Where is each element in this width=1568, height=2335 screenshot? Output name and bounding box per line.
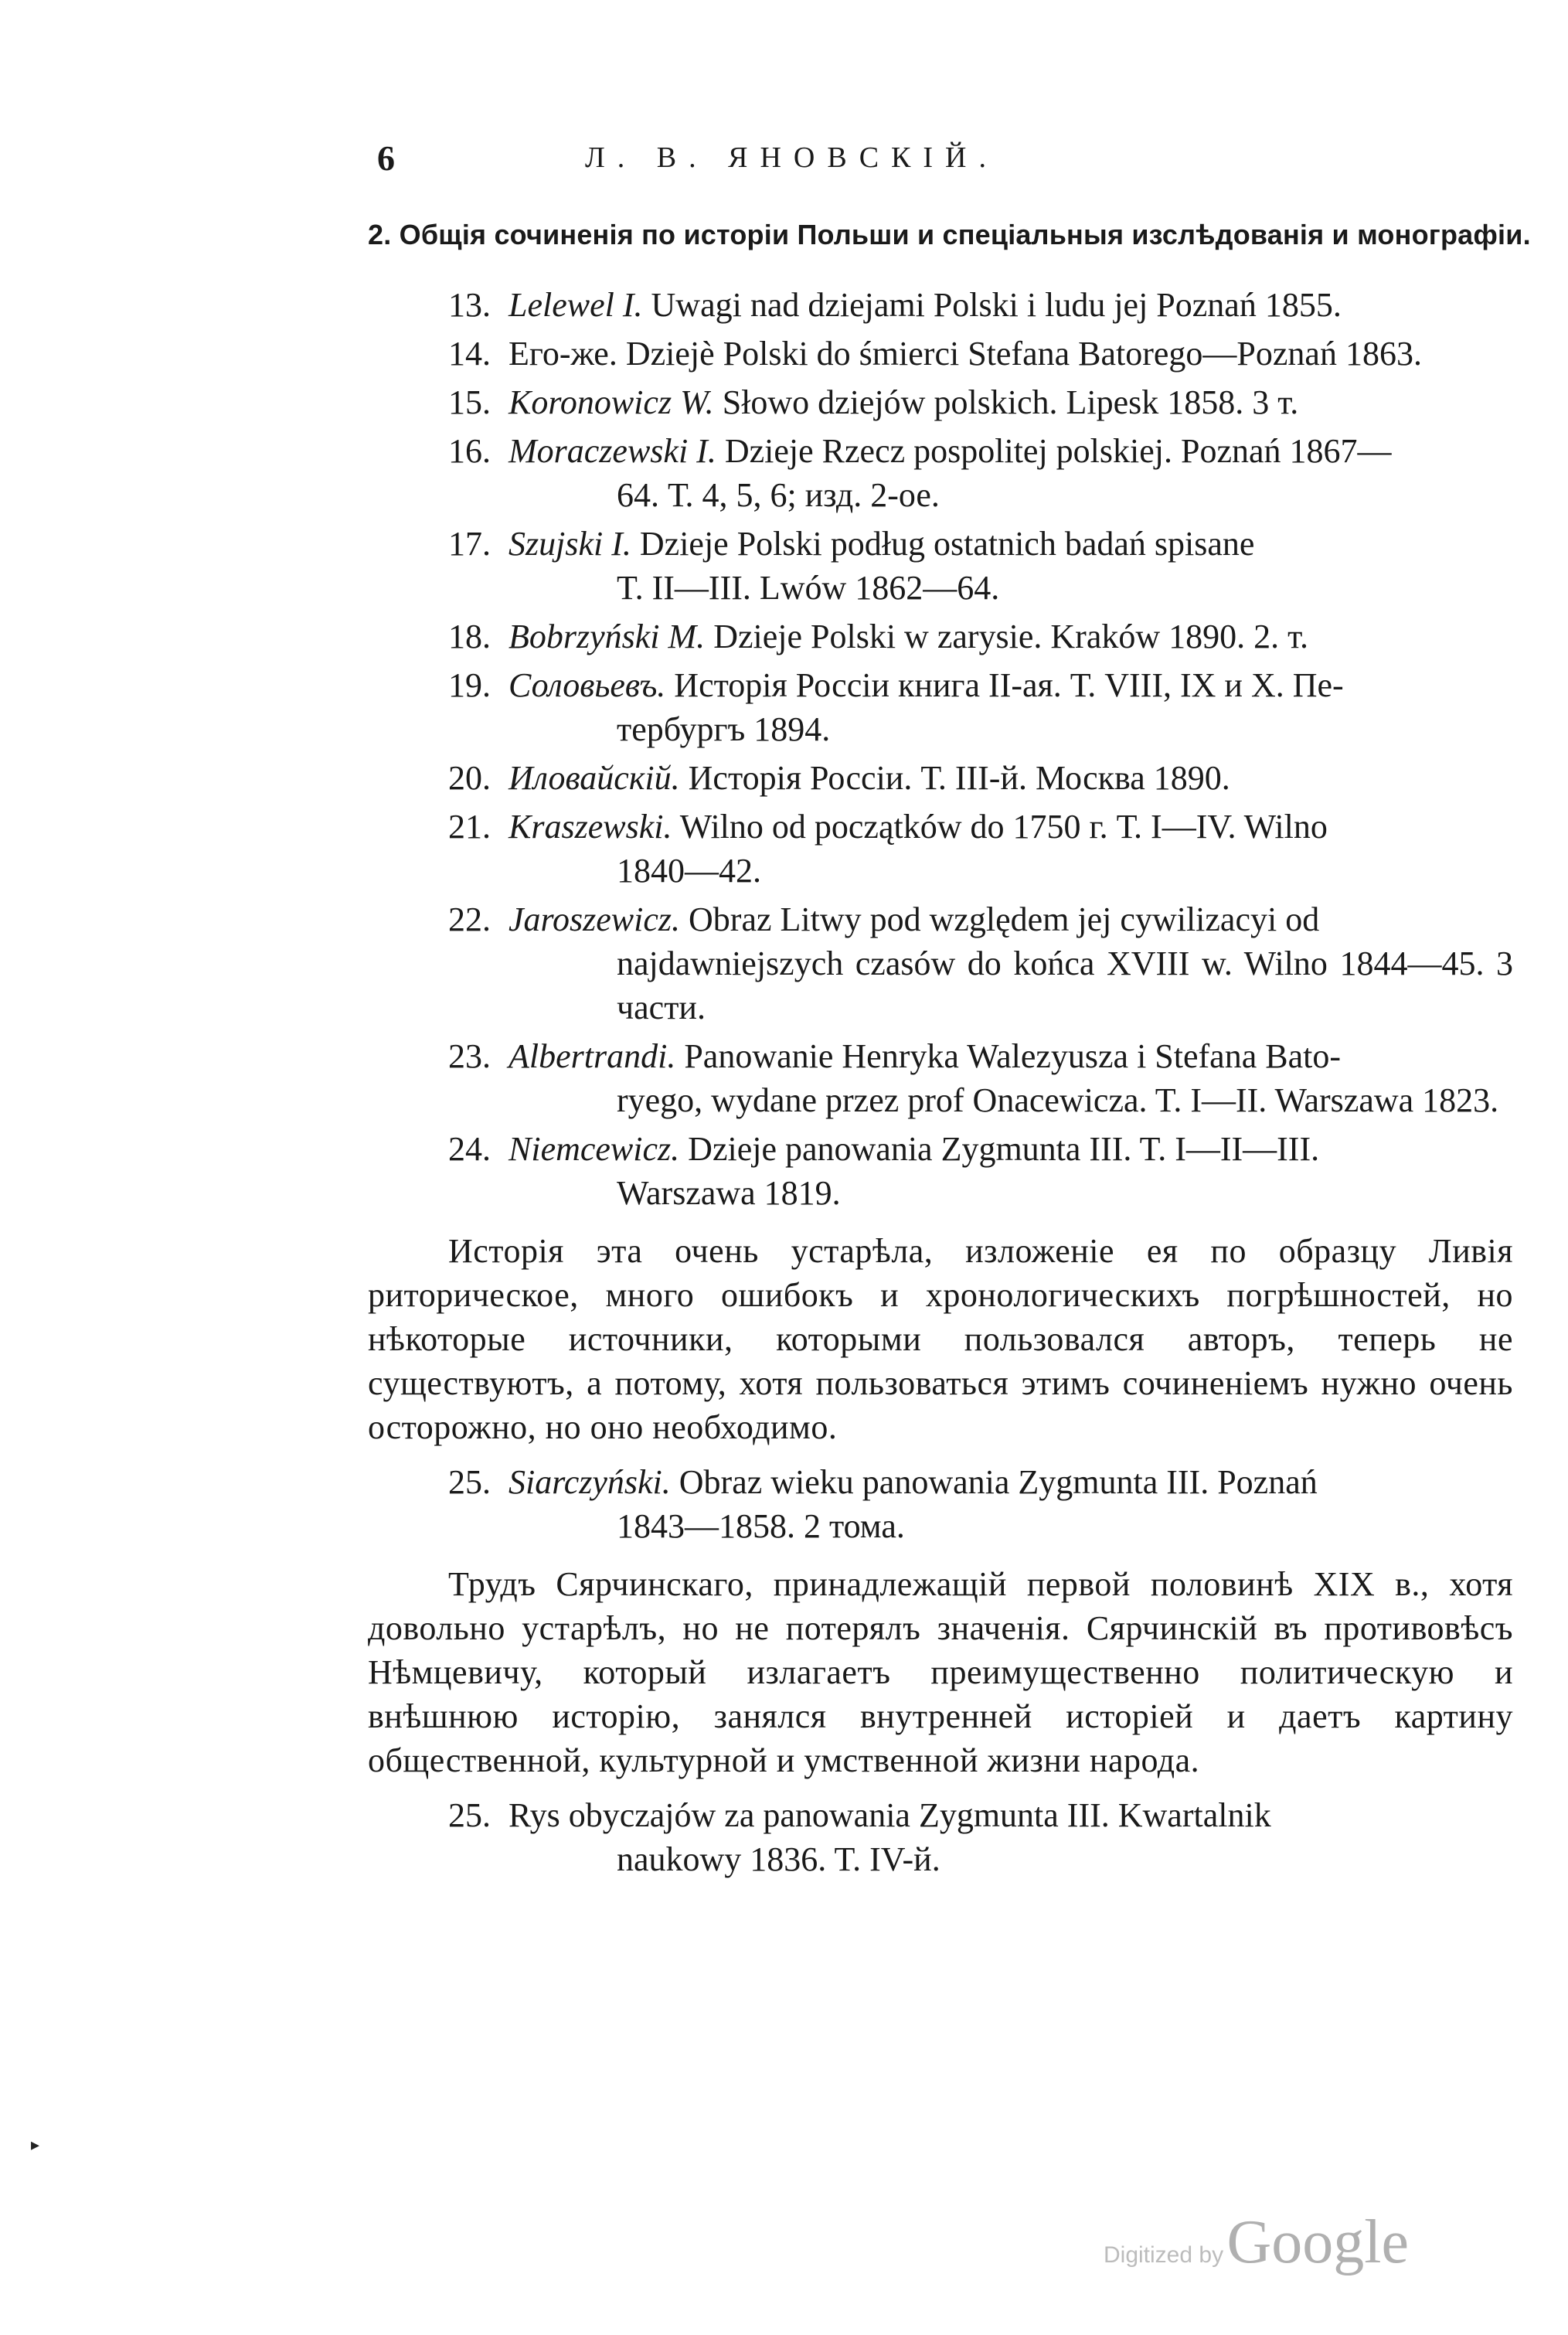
bibliography-entry [368,1034,1513,1122]
entry-text: Rys obyczajów za panowania Zygmunta III. Kwartalnik [508,1796,1271,1834]
entry-number: 21. [448,808,491,846]
entry-text: Его-же. Dziejè Polski do śmierci Stefana Batorego—Poznań 1863. [508,335,1422,373]
entry-author: Jaroszewicz. [508,900,681,938]
bibliography-entry [368,429,1513,517]
bibliography-entry [368,283,1513,327]
entry-text: Dzieje Rzecz pospolitej polskiej. Poznań 1867— [716,432,1392,470]
entry-continuation: 1840—42. [617,852,761,890]
bibliography-entry [368,805,1513,893]
bibliography-entry [368,1127,1513,1215]
entry-continuation: ryego, wydane przez prof Onacewicza. T. I—II. Warszawa 1823. [617,1081,1499,1119]
entry-text: Dzieje panowania Zygmunta III. T. I—II—III. [679,1130,1320,1168]
bibliography-entry-25b [368,1793,1513,1881]
bibliography-entry [368,522,1513,610]
page-body [368,283,1513,1886]
entry-number: 20. [448,759,491,797]
entry-text: Uwagi nad dziejami Polski i ludu jej Poznań 1855. [642,286,1342,324]
entry-author: Соловьевъ. [508,666,666,704]
entry-author: Bobrzyński M. [508,618,706,655]
entry-author: Siarczyński. [508,1463,671,1501]
scan-speck: ▸ [31,2135,40,2154]
entry-number: 25. [448,1796,491,1834]
entry-text: Wilno od początków do 1750 г. Т. I—IV. Wilno [672,808,1328,846]
bibliography-entry [368,663,1513,751]
bibliography-entry [368,332,1513,376]
entry-text: Panowanie Henryka Walezyusza i Stefana Bato- [675,1037,1341,1075]
commentary-paragraph-1: Исторія эта очень устарѣла, изложеніе ея по образцу Ливія риторическое, много ошибокъ и хронологическихъ погрѣшностей, но нѣкоторые источники, которыми пользовался авторъ, теперь не существуютъ, а потому, хотя пользоваться этимъ сочиненіемъ нужно очень осторожно, но оно необходимо. [368,1232,1513,1446]
entry-number: 16. [448,432,491,470]
bibliography-entry-25a [368,1460,1513,1548]
entry-text: Obraz wieku panowania Zygmunta III. Poznań [670,1463,1318,1501]
bibliography-entry [368,380,1513,424]
entry-author: Kraszewski. [508,808,672,846]
watermark-prefix: Digitized by [1104,2242,1224,2268]
entry-text: Obraz Litwy pod względem jej cywilizacyi od [680,900,1320,938]
entry-author: Koronowicz W. [508,383,714,421]
entry-number: 15. [448,383,491,421]
entry-text: Dzieje Polski podług ostatnich badań spisane [631,525,1255,563]
entry-number: 18. [448,618,491,655]
entry-text: Słowo dziejów polskich. Lipesk 1858. 3 т. [713,383,1299,421]
entry-author: Иловайскій. [508,759,680,797]
entry-author: Szujski I. [508,525,631,563]
section-heading: 2. Общія сочиненія по исторіи Польши и спеціальныя изслѣдованія и монографіи. [368,219,1531,250]
digitized-watermark [1104,2207,1409,2278]
entry-continuation: naukowy 1836. T. IV-й. [617,1840,940,1878]
entry-number: 22. [448,900,491,938]
entry-number: 25. [448,1463,491,1501]
entry-number: 13. [448,286,491,324]
entry-text: Исторія Россіи книга II-ая. Т. VIII, IX и X. Пе- [665,666,1344,704]
entry-author: Albertrandi. [508,1037,676,1075]
entry-continuation: тербургъ 1894. [617,710,831,748]
entry-number: 23. [448,1037,491,1075]
entry-continuation: Warszawa 1819. [617,1174,841,1212]
entry-number: 14. [448,335,491,373]
entry-author: Lelewel I. [508,286,643,324]
entry-text: Исторія Россіи. Т. III-й. Москва 1890. [679,759,1230,797]
page-number: 6 [377,138,395,178]
entry-continuation: 1843—1858. 2 тома. [617,1507,905,1545]
entry-number: 17. [448,525,491,563]
entry-number: 24. [448,1130,491,1168]
running-head: Л. В. ЯНОВСКІЙ. [585,141,998,174]
bibliography-entry [368,614,1513,659]
watermark-brand: Google [1226,2208,1410,2276]
entry-author: Niemcewicz. [508,1130,680,1168]
entry-continuation: najdawniejszych czasów do końca XVIII w. Wilno 1844—45. 3 части. [617,945,1513,1026]
bibliography-entry [368,897,1513,1030]
entry-text: Dzieje Polski w zarysie. Kraków 1890. 2. т. [705,618,1309,655]
bibliography-list [368,283,1513,1215]
entry-author: Moraczewski I. [508,432,716,470]
commentary-paragraph-2: Трудъ Сярчинскаго, принадлежащій первой половинѣ XIX в., хотя довольно устарѣлъ, но не потерялъ значенія. Сярчинскій въ противовѣсъ Нѣмцевичу, который излагаетъ преимущественно политическую и внѣшнюю исторію, занялся внутренней исторіей и даетъ картину общественной, культурной и умственной жизни народа. [368,1565,1513,1779]
entry-number: 19. [448,666,491,704]
entry-continuation: 64. Т. 4, 5, 6; изд. 2-ое. [617,476,940,514]
entry-continuation: T. II—III. Lwów 1862—64. [617,569,1000,607]
bibliography-entry [368,756,1513,800]
